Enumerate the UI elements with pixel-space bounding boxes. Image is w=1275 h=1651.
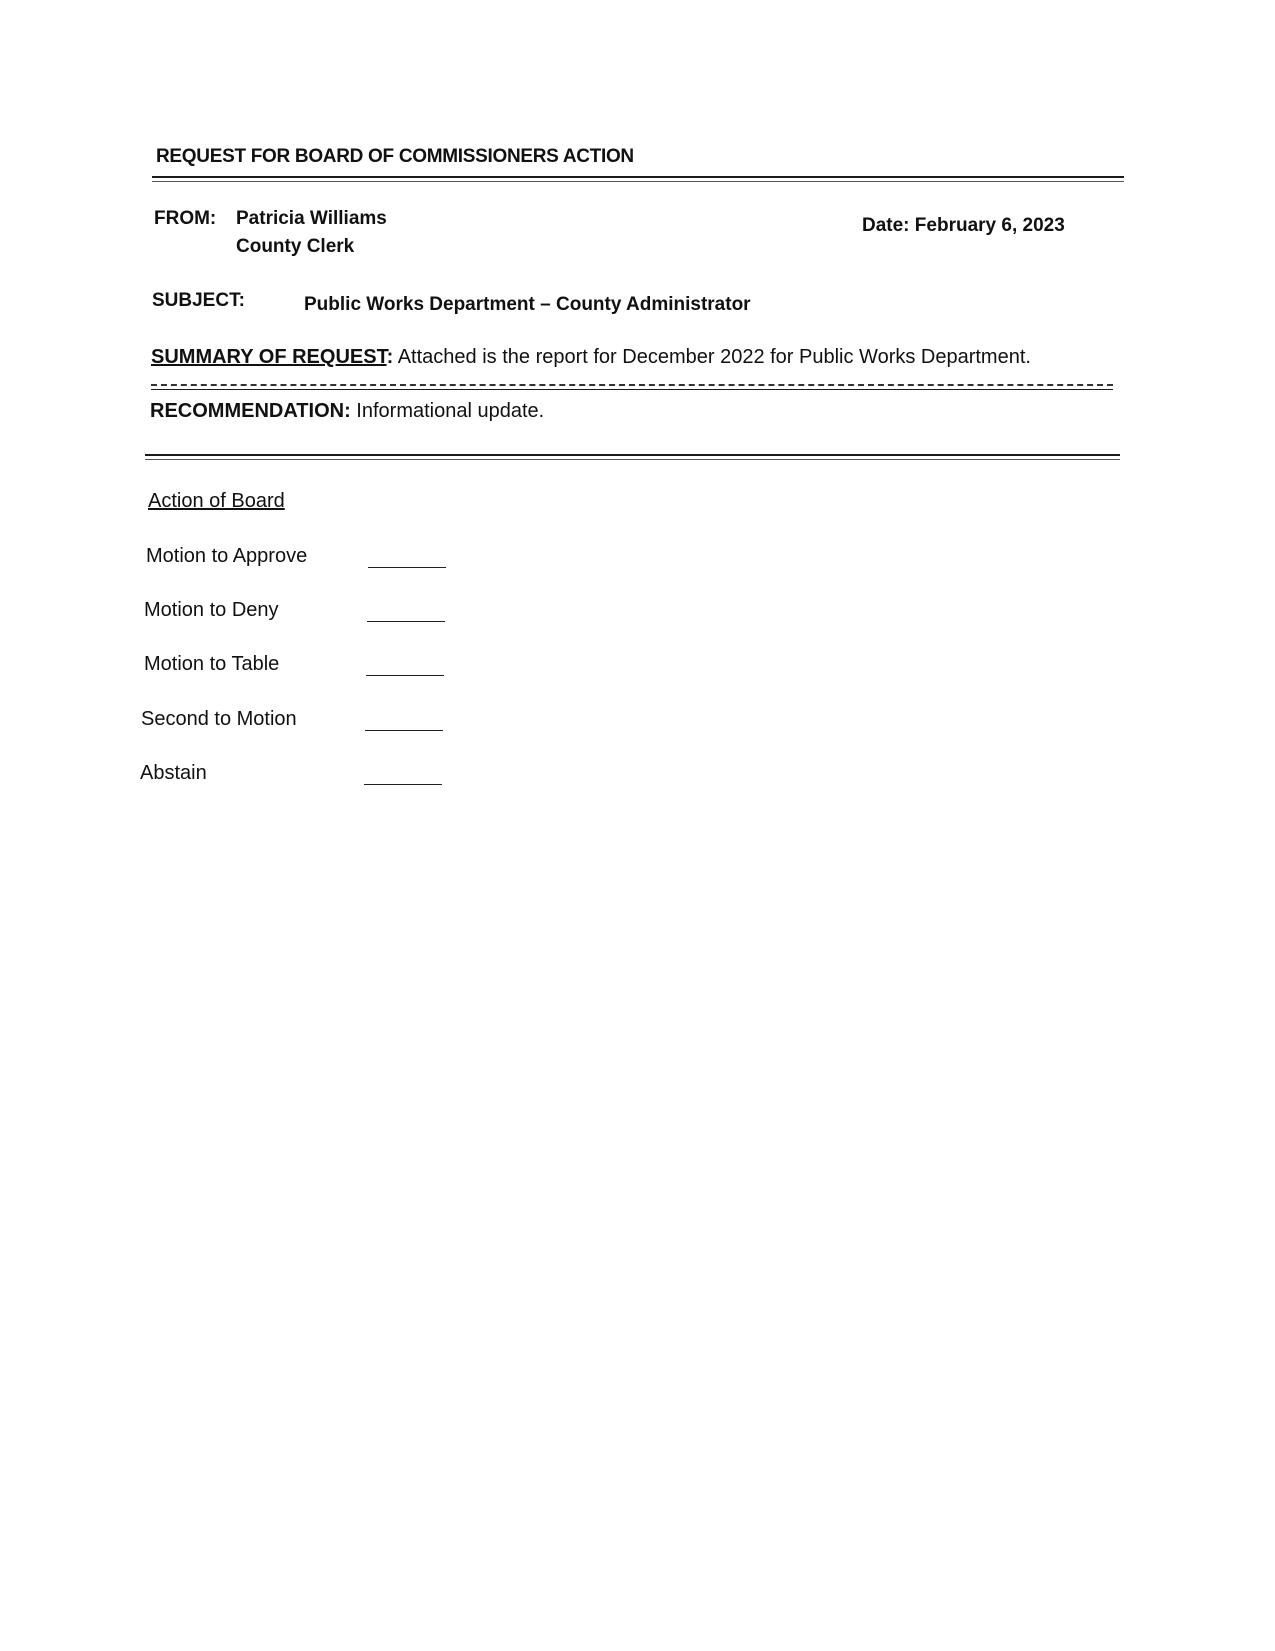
from-name: Patricia Williams [236,208,387,229]
document-title: REQUEST FOR BOARD OF COMMISSIONERS ACTION [156,146,634,167]
summary-divider [151,384,1113,386]
subject-label: SUBJECT: [152,290,245,311]
summary-of-request [151,346,1031,369]
from-label: FROM: [154,208,217,229]
motion-approve-blank[interactable] [368,567,446,568]
motion-deny-label: Motion to Deny [144,599,279,621]
second-motion-blank[interactable] [365,730,443,731]
motion-deny-blank[interactable] [367,621,445,622]
second-motion-label: Second to Motion [141,708,297,730]
recommendation-divider [145,454,1120,460]
recommendation-text: Informational update. [356,400,545,422]
recommendation [150,400,544,423]
subject-value: Public Works Department – County Administrator [304,294,751,315]
date-label: Date: [862,215,910,236]
motion-approve-label: Motion to Approve [146,545,308,567]
summary-divider-lower [151,389,1113,390]
date-value: February 6, 2023 [914,215,1065,236]
abstain-blank[interactable] [364,784,442,785]
date-field [862,215,1065,237]
summary-text: Attached is the report for December 2022 for Public Works Department. [397,346,1031,368]
abstain-label: Abstain [140,762,207,784]
from-role: County Clerk [236,236,355,257]
title-divider [152,176,1124,182]
summary-label: SUMMARY OF REQUEST [151,346,387,368]
summary-colon: : [386,346,394,368]
motion-table-blank[interactable] [366,675,444,676]
action-of-board-title: Action of Board [148,490,285,512]
recommendation-label: RECOMMENDATION: [150,400,351,422]
motion-table-label: Motion to Table [144,653,280,675]
